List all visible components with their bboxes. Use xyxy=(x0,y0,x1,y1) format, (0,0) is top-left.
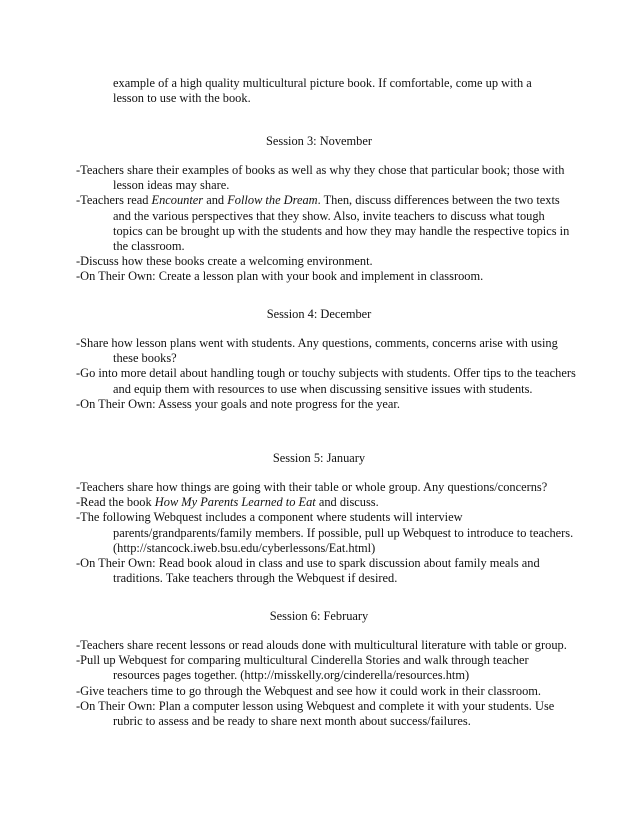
session-4-heading: Session 4: December xyxy=(266,307,372,321)
session-4-list xyxy=(76,336,576,412)
list-item: -Teachers share recent lessons or read alouds done with multicultural literature with table or group. xyxy=(76,638,567,652)
list-item: -Read the book How My Parents Learned to Eat and discuss. xyxy=(76,495,379,510)
list-item: -Go into more detail about handling tough or touchy subjects with students. Offer tips to the teachers and equip them with resources to use when discussing sensitive issues with students. xyxy=(76,366,576,396)
session-3-heading: Session 3: November xyxy=(266,134,372,148)
book-title: Follow the Dream xyxy=(227,193,318,208)
list-item: -Teachers read Encounter and Follow the Dream. Then, discuss differences between the two texts and the various perspectives that they show. Also, invite teachers to discuss what tough topics can be brought up with the students and how they may handle the respective topics in the classroom. xyxy=(76,193,570,254)
list-item: -Teachers share their examples of books as well as why they chose that particular book; those with lesson ideas may share. xyxy=(76,163,565,193)
list-item: -Pull up Webquest for comparing multicultural Cinderella Stories and walk through teacher resources pages together. (http://misskelly.org/cinderella/resources.htm) xyxy=(76,653,529,683)
list-item: -On Their Own: Read book aloud in class and use to spark discussion about family meals and traditions. Take teachers through the Webquest if desired. xyxy=(76,556,540,586)
intro-paragraph xyxy=(113,76,583,106)
list-item: -Give teachers time to go through the Webquest and see how it could work in their classroom. xyxy=(76,683,542,698)
intro-line: example of a high quality multicultural picture book. If comfortable, come up with a xyxy=(113,76,532,90)
list-item: -Share how lesson plans went with students. Any questions, comments, concerns arise with using these books? xyxy=(76,336,558,366)
session-5-list xyxy=(76,480,576,586)
session-6-list xyxy=(76,638,576,729)
list-item: -On Their Own: Plan a computer lesson using Webquest and complete it with your students. Use rubric to assess and be ready to share next month about success/failures. xyxy=(76,698,555,729)
book-title: How My Parents Learned to Eat xyxy=(154,495,316,510)
session-3-list xyxy=(76,163,576,285)
book-title: Encounter xyxy=(151,193,204,208)
list-item: -On Their Own: Assess your goals and note progress for the year. xyxy=(76,396,400,411)
list-item: -The following Webquest includes a component where students will interview parents/grandparents/family members. If possible, pull up Webquest to introduce to teachers. (http://stancock.iweb.bsu.edu/cyberlessons/Eat.html) xyxy=(76,510,574,555)
list-item: -On Their Own: Create a lesson plan with your book and implement in classroom. xyxy=(76,269,484,284)
session-6-heading: Session 6: February xyxy=(269,609,369,623)
intro-line: lesson to use with the book. xyxy=(113,91,251,106)
list-item: -Discuss how these books create a welcoming environment. xyxy=(76,254,373,269)
list-item: -Teachers share how things are going with their table or whole group. Any questions/concerns? xyxy=(76,480,548,494)
session-5-heading: Session 5: January xyxy=(272,451,366,465)
